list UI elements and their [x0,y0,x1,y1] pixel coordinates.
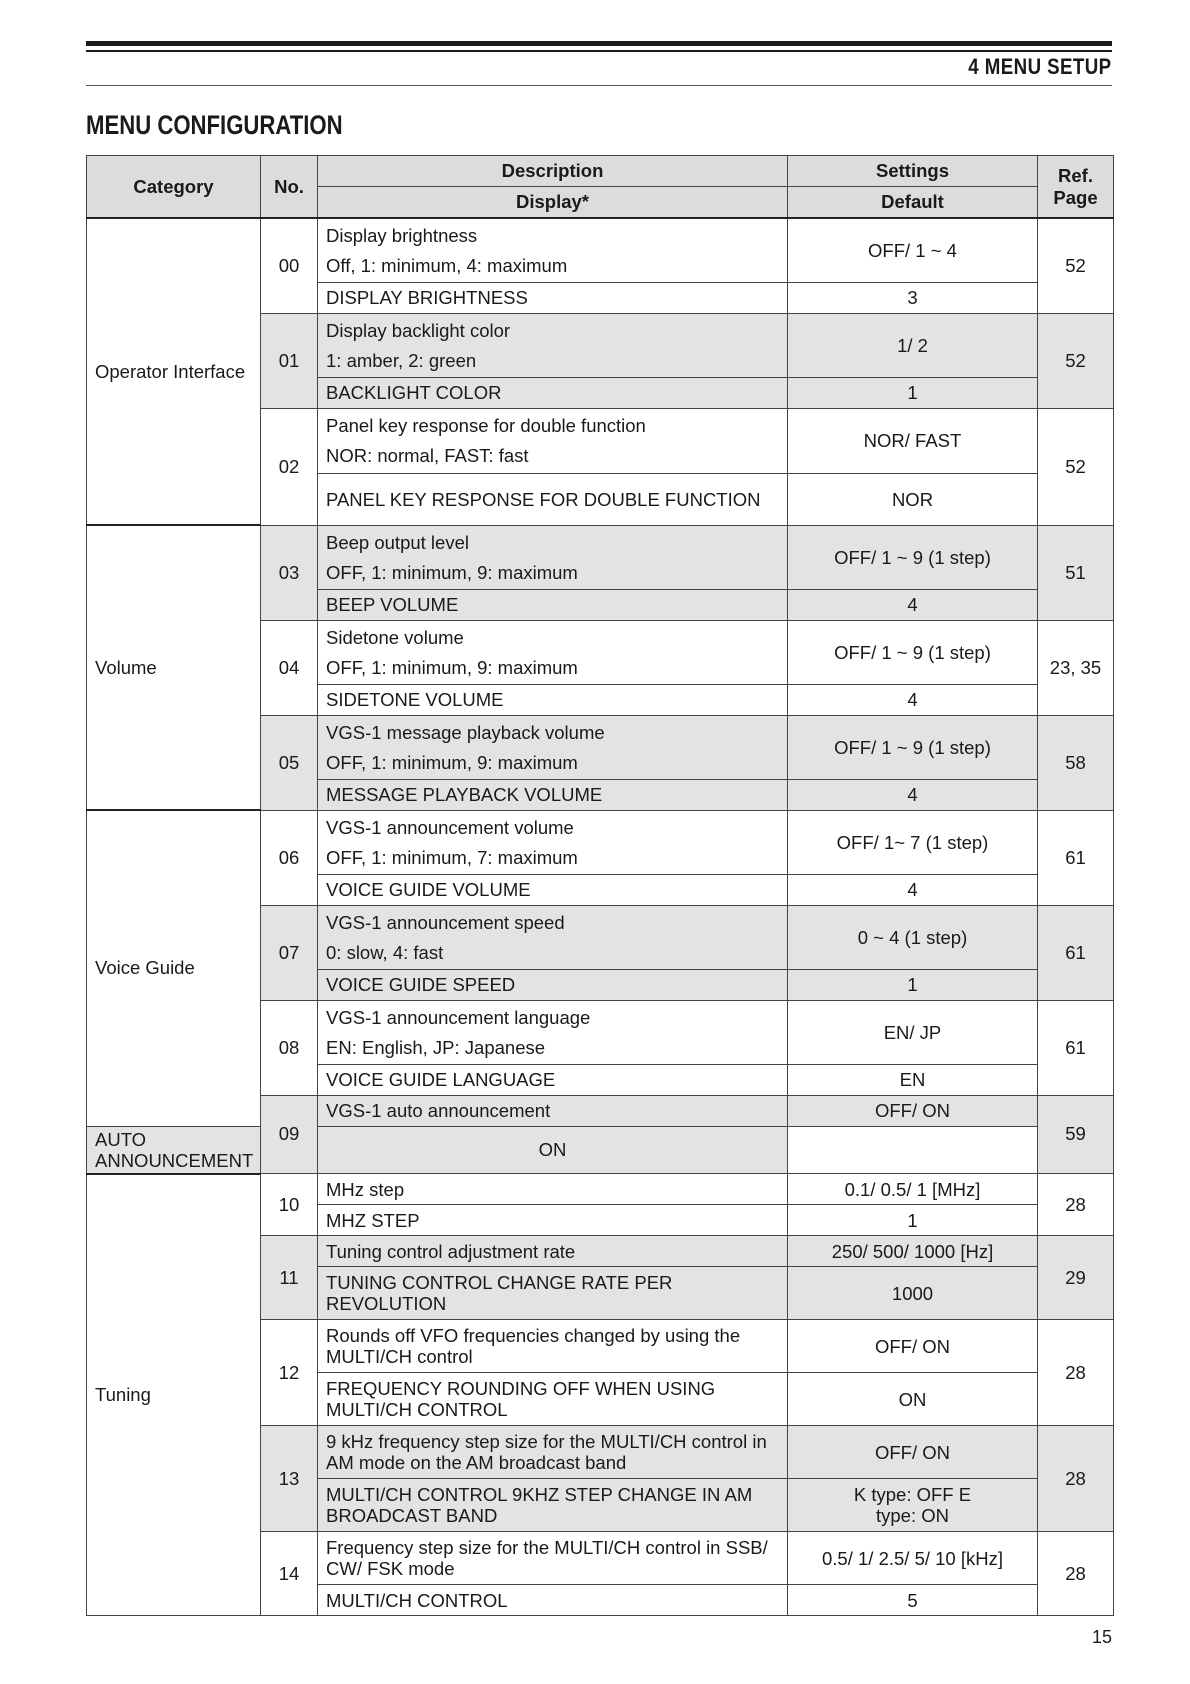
item-ref-page: 59 [1038,1095,1114,1174]
description-text: VGS-1 announcement volume [326,816,574,838]
description-text: VGS-1 announcement language [326,1006,591,1028]
header-display: Display* [318,187,788,219]
item-default: 1000 [788,1267,1038,1320]
description-text: Sidetone volume [326,626,464,648]
item-default: 1 [788,1205,1038,1236]
description-text: Display brightness [326,224,478,246]
description-detail: OFF, 1: minimum, 7: maximum [326,846,578,868]
header-category: Category [87,156,261,219]
item-no: 10 [261,1174,318,1236]
item-default: NOR [788,473,1038,525]
category-operator-interface: Operator Interface [87,218,261,525]
item-default: 4 [788,684,1038,715]
item-description [318,715,788,779]
item-display: VOICE GUIDE SPEED [318,969,788,1000]
item-no: 14 [261,1532,318,1616]
category-tuning: Tuning [87,1174,261,1616]
item-settings: OFF/ 1 ~ 9 (1 step) [788,620,1038,684]
item-ref-page: 29 [1038,1236,1114,1320]
item-settings: 0.1/ 0.5/ 1 [MHz] [788,1174,1038,1205]
item-description [318,620,788,684]
item-display: SIDETONE VOLUME [318,684,788,715]
item-settings: 1/ 2 [788,313,1038,377]
item-default: K type: OFF E type: ON [788,1479,1038,1532]
item-no: 02 [261,408,318,525]
item-ref-page: 28 [1038,1174,1114,1236]
item-settings: OFF/ 1 ~ 4 [788,218,1038,282]
item-settings: OFF/ ON [788,1320,1038,1373]
item-display: MULTI/CH CONTROL 9KHZ STEP CHANGE IN AM BROADCAST BAND [318,1479,788,1532]
chapter-title: 4 MENU SETUP [968,54,1112,79]
item-ref-page: 23, 35 [1038,620,1114,715]
item-default: 5 [788,1585,1038,1616]
item-description [318,905,788,969]
item-ref-page: 61 [1038,1000,1114,1095]
description-text: VGS-1 announcement speed [326,911,565,933]
item-no: 07 [261,905,318,1000]
item-ref-page: 58 [1038,715,1114,810]
item-no: 04 [261,620,318,715]
item-description: 9 kHz frequency step size for the MULTI/CH control in AM mode on the AM broadcast band [318,1426,788,1479]
header-default: Default [788,187,1038,219]
item-ref-page: 28 [1038,1532,1114,1616]
item-display: MHZ STEP [318,1205,788,1236]
item-no: 03 [261,525,318,620]
description-detail: Off, 1: minimum, 4: maximum [326,254,568,276]
page-number: 15 [1091,1627,1112,1647]
item-ref-page: 61 [1038,810,1114,905]
item-display: AUTO ANNOUNCEMENT [87,1126,261,1174]
item-ref-page: 28 [1038,1426,1114,1532]
item-ref-page: 51 [1038,525,1114,620]
description-detail: OFF, 1: minimum, 9: maximum [326,561,578,583]
description-text: Beep output level [326,531,469,553]
item-settings: OFF/ 1 ~ 9 (1 step) [788,525,1038,589]
item-no: 13 [261,1426,318,1532]
item-settings: OFF/ ON [788,1426,1038,1479]
item-display: DISPLAY BRIGHTNESS [318,282,788,313]
item-settings: EN/ JP [788,1000,1038,1064]
item-ref-page: 52 [1038,313,1114,408]
item-description: MHz step [318,1174,788,1205]
item-description [318,810,788,874]
item-description: VGS-1 auto announcement [318,1095,788,1126]
section-title: MENU CONFIGURATION [86,110,343,140]
item-default: 4 [788,874,1038,905]
item-settings: OFF/ ON [788,1095,1038,1126]
item-description: Rounds off VFO frequencies changed by using the MULTI/CH control [318,1320,788,1373]
header-settings: Settings [788,156,1038,187]
item-description [318,313,788,377]
item-description [318,1000,788,1064]
item-settings: 250/ 500/ 1000 [Hz] [788,1236,1038,1267]
item-display: BACKLIGHT COLOR [318,377,788,408]
item-default: ON [788,1373,1038,1426]
menu-configuration-table [86,155,1114,1616]
item-no: 06 [261,810,318,905]
item-no: 11 [261,1236,318,1320]
item-no: 09 [261,1095,318,1174]
description-text: Display backlight color [326,319,511,341]
item-ref-page: 61 [1038,905,1114,1000]
description-detail: 0: slow, 4: fast [326,941,444,963]
item-display: TUNING CONTROL CHANGE RATE PER REVOLUTION [318,1267,788,1320]
header-no: No. [261,156,318,219]
item-no: 01 [261,313,318,408]
item-description: Frequency step size for the MULTI/CH control in SSB/ CW/ FSK mode [318,1532,788,1585]
category-voice-guide: Voice Guide [87,810,261,1126]
item-settings: OFF/ 1~ 7 (1 step) [788,810,1038,874]
header-description: Description [318,156,788,187]
item-description [318,408,788,473]
category-volume: Volume [87,525,261,810]
item-description: Tuning control adjustment rate [318,1236,788,1267]
item-default: ON [318,1126,788,1174]
item-ref-page: 52 [1038,218,1114,313]
item-display: VOICE GUIDE LANGUAGE [318,1064,788,1095]
description-detail: OFF, 1: minimum, 9: maximum [326,656,578,678]
item-display: MULTI/CH CONTROL [318,1585,788,1616]
item-description [318,525,788,589]
item-display: PANEL KEY RESPONSE FOR DOUBLE FUNCTION [318,473,788,525]
item-default: 1 [788,377,1038,408]
item-default: 1 [788,969,1038,1000]
item-settings: 0 ~ 4 (1 step) [788,905,1038,969]
item-ref-page: 28 [1038,1320,1114,1426]
item-default: 4 [788,779,1038,810]
description-detail: OFF, 1: minimum, 9: maximum [326,751,578,773]
item-display: MESSAGE PLAYBACK VOLUME [318,779,788,810]
item-no: 05 [261,715,318,810]
header-rule-thick [86,41,1112,46]
item-display: FREQUENCY ROUNDING OFF WHEN USING MULTI/CH CONTROL [318,1373,788,1426]
item-settings: OFF/ 1 ~ 9 (1 step) [788,715,1038,779]
item-no: 08 [261,1000,318,1095]
item-display: BEEP VOLUME [318,589,788,620]
item-no: 12 [261,1320,318,1426]
item-settings: 0.5/ 1/ 2.5/ 5/ 10 [kHz] [788,1532,1038,1585]
header-rule-thin [86,50,1112,52]
header-underline [86,85,1112,86]
item-settings: NOR/ FAST [788,408,1038,473]
item-default: EN [788,1064,1038,1095]
item-default: 4 [788,589,1038,620]
description-detail: EN: English, JP: Japanese [326,1036,546,1058]
item-description [318,218,788,282]
item-default: 3 [788,282,1038,313]
item-display: VOICE GUIDE VOLUME [318,874,788,905]
description-detail: 1: amber, 2: green [326,349,477,371]
item-ref-page: 52 [1038,408,1114,525]
description-text: VGS-1 message playback volume [326,721,605,743]
header-ref-page: Ref. Page [1038,156,1114,219]
description-text: Panel key response for double function [326,415,646,436]
description-detail: NOR: normal, FAST: fast [326,445,529,466]
item-no: 00 [261,218,318,313]
